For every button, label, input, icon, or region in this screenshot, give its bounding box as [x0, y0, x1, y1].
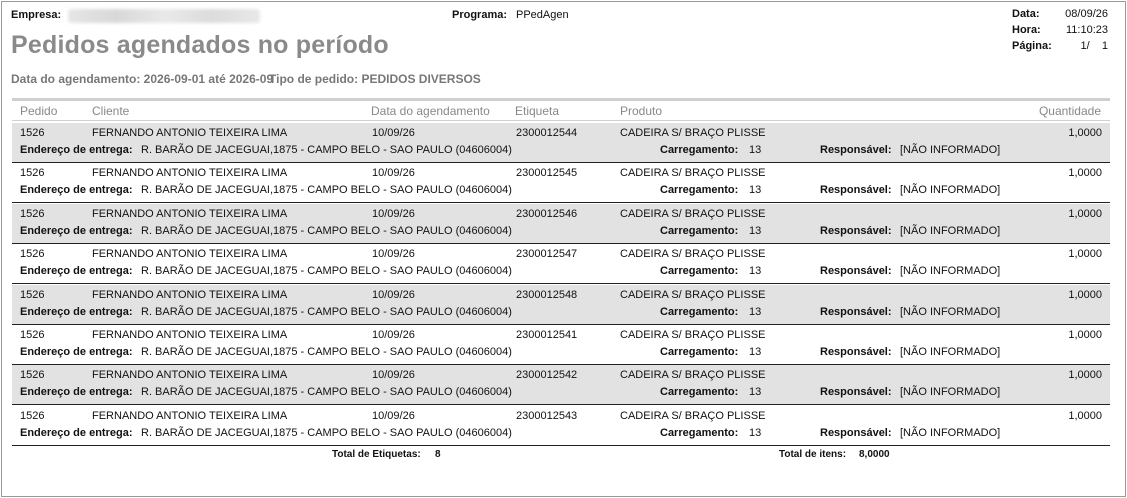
col-etiqueta: Etiqueta — [515, 104, 560, 118]
data-value: 08/09/26 — [1065, 8, 1108, 20]
row-endereco-label: Endereço de entrega: — [20, 305, 133, 318]
col-cliente: Cliente — [92, 104, 130, 118]
row-carregamento: 13 — [749, 265, 762, 278]
header-divider — [12, 98, 1110, 101]
row-responsavel: [NÃO INFORMADO] — [900, 144, 1001, 156]
row-responsavel: [NÃO INFORMADO] — [900, 386, 1001, 399]
total-itens-label: Total de itens: — [779, 449, 847, 460]
row-quantidade: 1,0000 — [1068, 207, 1102, 220]
col-quantidade: Quantidade — [1038, 104, 1101, 118]
table-row — [12, 204, 1110, 244]
row-produto: CADEIRA S/ BRAÇO PLISSE — [620, 127, 766, 139]
row-responsavel: [NÃO INFORMADO] — [900, 184, 1001, 197]
row-endereco: R. BARÃO DE JACEGUAI,1875 - CAMPO BELO - SAO PAULO (04606004) — [141, 224, 512, 237]
row-carregamento-label: Carregamento: — [660, 224, 739, 237]
row-produto: CADEIRA S/ BRAÇO PLISSE — [620, 369, 766, 382]
row-responsavel-label: Responsável: — [820, 265, 892, 278]
pagina-label: Página: — [1012, 40, 1052, 52]
row-cliente: FERNANDO ANTONIO TEIXEIRA LIMA — [92, 127, 288, 139]
row-quantidade: 1,0000 — [1068, 127, 1102, 139]
row-pedido: 1526 — [20, 167, 45, 180]
row-etiqueta: 2300012542 — [516, 369, 578, 382]
row-quantidade: 1,0000 — [1068, 167, 1102, 180]
row-responsavel: [NÃO INFORMADO] — [900, 305, 1001, 318]
col-produto: Produto — [620, 104, 663, 118]
row-endereco-label: Endereço de entrega: — [20, 224, 133, 237]
row-endereco-label: Endereço de entrega: — [20, 184, 133, 197]
row-responsavel-label: Responsável: — [820, 305, 892, 318]
total-etiquetas-value: 8 — [435, 449, 441, 460]
row-produto: CADEIRA S/ BRAÇO PLISSE — [620, 329, 766, 341]
row-pedido: 1526 — [20, 369, 45, 382]
row-cliente: FERNANDO ANTONIO TEIXEIRA LIMA — [92, 409, 288, 422]
table-row — [12, 163, 1110, 203]
row-carregamento: 13 — [749, 346, 762, 358]
row-carregamento: 13 — [749, 224, 762, 237]
row-etiqueta: 2300012541 — [516, 329, 578, 341]
row-data: 10/09/26 — [372, 127, 415, 139]
row-carregamento-label: Carregamento: — [660, 426, 739, 439]
row-endereco-label: Endereço de entrega: — [20, 426, 133, 439]
row-quantidade: 1,0000 — [1068, 369, 1102, 382]
row-cliente: FERNANDO ANTONIO TEIXEIRA LIMA — [92, 167, 288, 180]
empresa-value-redacted — [68, 9, 260, 23]
row-carregamento-label: Carregamento: — [660, 265, 739, 278]
row-produto: CADEIRA S/ BRAÇO PLISSE — [620, 167, 766, 180]
row-responsavel: [NÃO INFORMADO] — [900, 265, 1001, 278]
row-responsavel-label: Responsável: — [820, 346, 892, 358]
row-carregamento: 13 — [749, 144, 762, 156]
row-responsavel-label: Responsável: — [820, 426, 892, 439]
row-quantidade: 1,0000 — [1068, 329, 1102, 341]
table-row — [12, 365, 1110, 405]
row-data: 10/09/26 — [372, 288, 415, 301]
row-endereco-label: Endereço de entrega: — [20, 346, 133, 358]
row-etiqueta: 2300012545 — [516, 167, 578, 180]
row-etiqueta: 2300012544 — [516, 127, 578, 139]
row-carregamento-label: Carregamento: — [660, 386, 739, 399]
table-row — [12, 325, 1110, 365]
row-endereco: R. BARÃO DE JACEGUAI,1875 - CAMPO BELO - SAO PAULO (04606004) — [141, 144, 512, 156]
row-produto: CADEIRA S/ BRAÇO PLISSE — [620, 288, 766, 301]
row-responsavel: [NÃO INFORMADO] — [900, 346, 1001, 358]
period-filter: Data do agendamento: 2026-09-01 até 2026-09 — [11, 72, 274, 86]
data-label: Data: — [1012, 8, 1040, 20]
row-cliente: FERNANDO ANTONIO TEIXEIRA LIMA — [92, 288, 288, 301]
hora-label: Hora: — [1012, 24, 1041, 36]
row-pedido: 1526 — [20, 207, 45, 220]
col-data: Data do agendamento — [371, 104, 490, 118]
row-cliente: FERNANDO ANTONIO TEIXEIRA LIMA — [92, 369, 288, 382]
row-carregamento: 13 — [749, 386, 762, 399]
row-responsavel-label: Responsável: — [820, 144, 892, 156]
row-data: 10/09/26 — [372, 207, 415, 220]
row-cliente: FERNANDO ANTONIO TEIXEIRA LIMA — [92, 207, 288, 220]
programa-value: PPedAgen — [516, 9, 569, 21]
row-endereco: R. BARÃO DE JACEGUAI,1875 - CAMPO BELO - SAO PAULO (04606004) — [141, 386, 512, 399]
row-data: 10/09/26 — [372, 409, 415, 422]
row-quantidade: 1,0000 — [1068, 409, 1102, 422]
row-responsavel-label: Responsável: — [820, 386, 892, 399]
report-title: Pedidos agendados no período — [11, 31, 389, 59]
row-produto: CADEIRA S/ BRAÇO PLISSE — [620, 248, 766, 261]
row-endereco: R. BARÃO DE JACEGUAI,1875 - CAMPO BELO - SAO PAULO (04606004) — [141, 346, 512, 358]
empresa-label: Empresa: — [11, 9, 62, 21]
row-pedido: 1526 — [20, 127, 45, 139]
table-row — [12, 285, 1110, 325]
programa-label: Programa: — [452, 9, 508, 21]
report-page — [1, 1, 1126, 497]
row-pedido: 1526 — [20, 288, 45, 301]
row-endereco-label: Endereço de entrega: — [20, 386, 133, 399]
row-endereco: R. BARÃO DE JACEGUAI,1875 - CAMPO BELO - SAO PAULO (04606004) — [141, 426, 512, 439]
total-itens-value: 8,0000 — [859, 449, 890, 460]
row-quantidade: 1,0000 — [1068, 288, 1102, 301]
row-produto: CADEIRA S/ BRAÇO PLISSE — [620, 409, 766, 422]
row-carregamento-label: Carregamento: — [660, 305, 739, 318]
row-carregamento: 13 — [749, 305, 762, 318]
row-responsavel-label: Responsável: — [820, 224, 892, 237]
row-etiqueta: 2300012543 — [516, 409, 578, 422]
row-etiqueta: 2300012547 — [516, 248, 578, 261]
row-carregamento-label: Carregamento: — [660, 184, 739, 197]
row-responsavel: [NÃO INFORMADO] — [900, 426, 1001, 439]
table-row — [12, 123, 1110, 163]
row-cliente: FERNANDO ANTONIO TEIXEIRA LIMA — [92, 329, 288, 341]
row-etiqueta: 2300012548 — [516, 288, 578, 301]
row-pedido: 1526 — [20, 329, 45, 341]
row-endereco: R. BARÃO DE JACEGUAI,1875 - CAMPO BELO - SAO PAULO (04606004) — [141, 305, 512, 318]
pagina-value: 1/ 1 — [1080, 40, 1108, 52]
row-pedido: 1526 — [20, 409, 45, 422]
row-endereco: R. BARÃO DE JACEGUAI,1875 - CAMPO BELO - SAO PAULO (04606004) — [141, 265, 512, 278]
row-carregamento-label: Carregamento: — [660, 346, 739, 358]
column-header-divider — [12, 120, 1110, 121]
row-responsavel-label: Responsável: — [820, 184, 892, 197]
row-carregamento: 13 — [749, 184, 762, 197]
row-produto: CADEIRA S/ BRAÇO PLISSE — [620, 207, 766, 220]
row-pedido: 1526 — [20, 248, 45, 261]
row-data: 10/09/26 — [372, 167, 415, 180]
row-endereco-label: Endereço de entrega: — [20, 265, 133, 278]
col-pedido: Pedido — [20, 104, 58, 118]
row-endereco: R. BARÃO DE JACEGUAI,1875 - CAMPO BELO - SAO PAULO (04606004) — [141, 184, 512, 197]
total-etiquetas-label: Total de Etiquetas: — [332, 449, 421, 460]
row-data: 10/09/26 — [372, 369, 415, 382]
hora-value: 11:10:23 — [1065, 24, 1108, 36]
row-responsavel: [NÃO INFORMADO] — [900, 224, 1001, 237]
row-data: 10/09/26 — [372, 329, 415, 341]
table-row — [12, 244, 1110, 284]
row-carregamento-label: Carregamento: — [660, 144, 739, 156]
table-row — [12, 406, 1110, 446]
row-cliente: FERNANDO ANTONIO TEIXEIRA LIMA — [92, 248, 288, 261]
row-data: 10/09/26 — [372, 248, 415, 261]
tipo-filter: Tipo de pedido: PEDIDOS DIVERSOS — [269, 72, 481, 86]
row-etiqueta: 2300012546 — [516, 207, 578, 220]
row-endereco-label: Endereço de entrega: — [20, 144, 133, 156]
row-quantidade: 1,0000 — [1068, 248, 1102, 261]
row-carregamento: 13 — [749, 426, 762, 439]
